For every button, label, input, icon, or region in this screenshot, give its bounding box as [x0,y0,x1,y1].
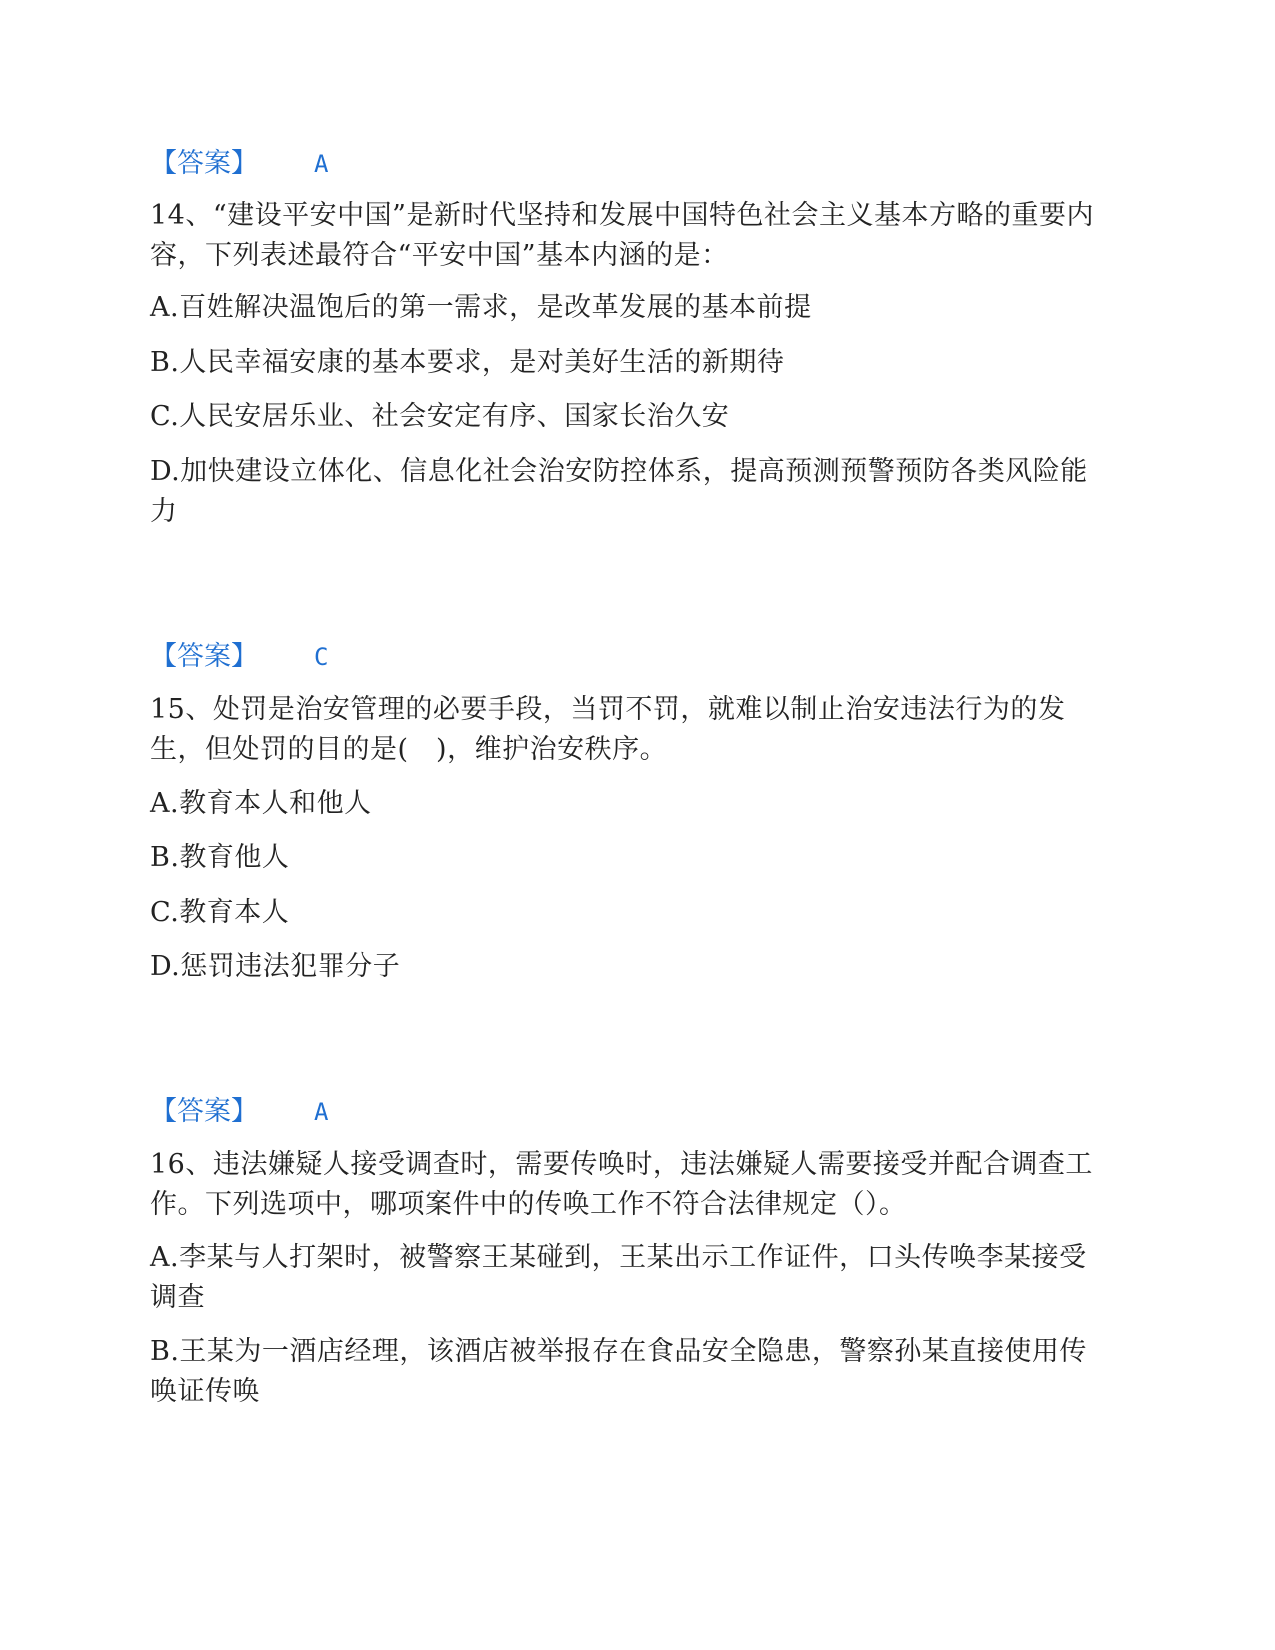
answer-label: 【答案】 [150,1096,258,1127]
question-15-option-d: D.惩罚违法犯罪分子 [150,951,401,982]
answer-line [150,1096,328,1128]
answer-line [150,148,328,180]
question-16-option-a: A.李某与人打架时，被警察王某碰到，王某出示工作证件，口头传唤李某接受调查 [150,1242,1087,1313]
question-14-option-a: A.百姓解决温饱后的第一需求，是改革发展的基本前提 [150,292,812,323]
question-15-option-c: C.教育本人 [150,897,290,928]
question-15-option-b: B.教育他人 [150,842,290,873]
question-16-text: 16、违法嫌疑人接受调查时，需要传唤时，违法嫌疑人需要接受并配合调查工作。下列选项中，哪项案件中的传唤工作不符合法律规定（）。 [150,1149,1093,1220]
question-14-option-b: B.人民幸福安康的基本要求，是对美好生活的新期待 [150,347,785,378]
question-15-text: 15、处罚是治安管理的必要手段，当罚不罚，就难以制止治安违法行为的发生，但处罚的目的是( )，维护治安秩序。 [150,694,1066,765]
answer-value: A [314,150,329,178]
question-14-option-d: D.加快建设立体化、信息化社会治安防控体系，提高预测预警预防各类风险能力 [150,456,1088,527]
answer-label: 【答案】 [150,148,258,179]
answer-value: C [314,643,329,671]
question-14-option-c: C.人民安居乐业、社会安定有序、国家长治久安 [150,401,730,432]
answer-line [150,641,328,673]
question-15-option-a: A.教育本人和他人 [150,788,372,819]
answer-label: 【答案】 [150,641,258,672]
question-14-text: 14、“建设平安中国”是新时代坚持和发展中国特色社会主义基本方略的重要内容，下列表述最符合“平安中国”基本内涵的是： [150,200,1094,271]
answer-value: A [314,1098,329,1126]
question-16-option-b: B.王某为一酒店经理，该酒店被举报存在食品安全隐患，警察孙某直接使用传唤证传唤 [150,1336,1087,1407]
